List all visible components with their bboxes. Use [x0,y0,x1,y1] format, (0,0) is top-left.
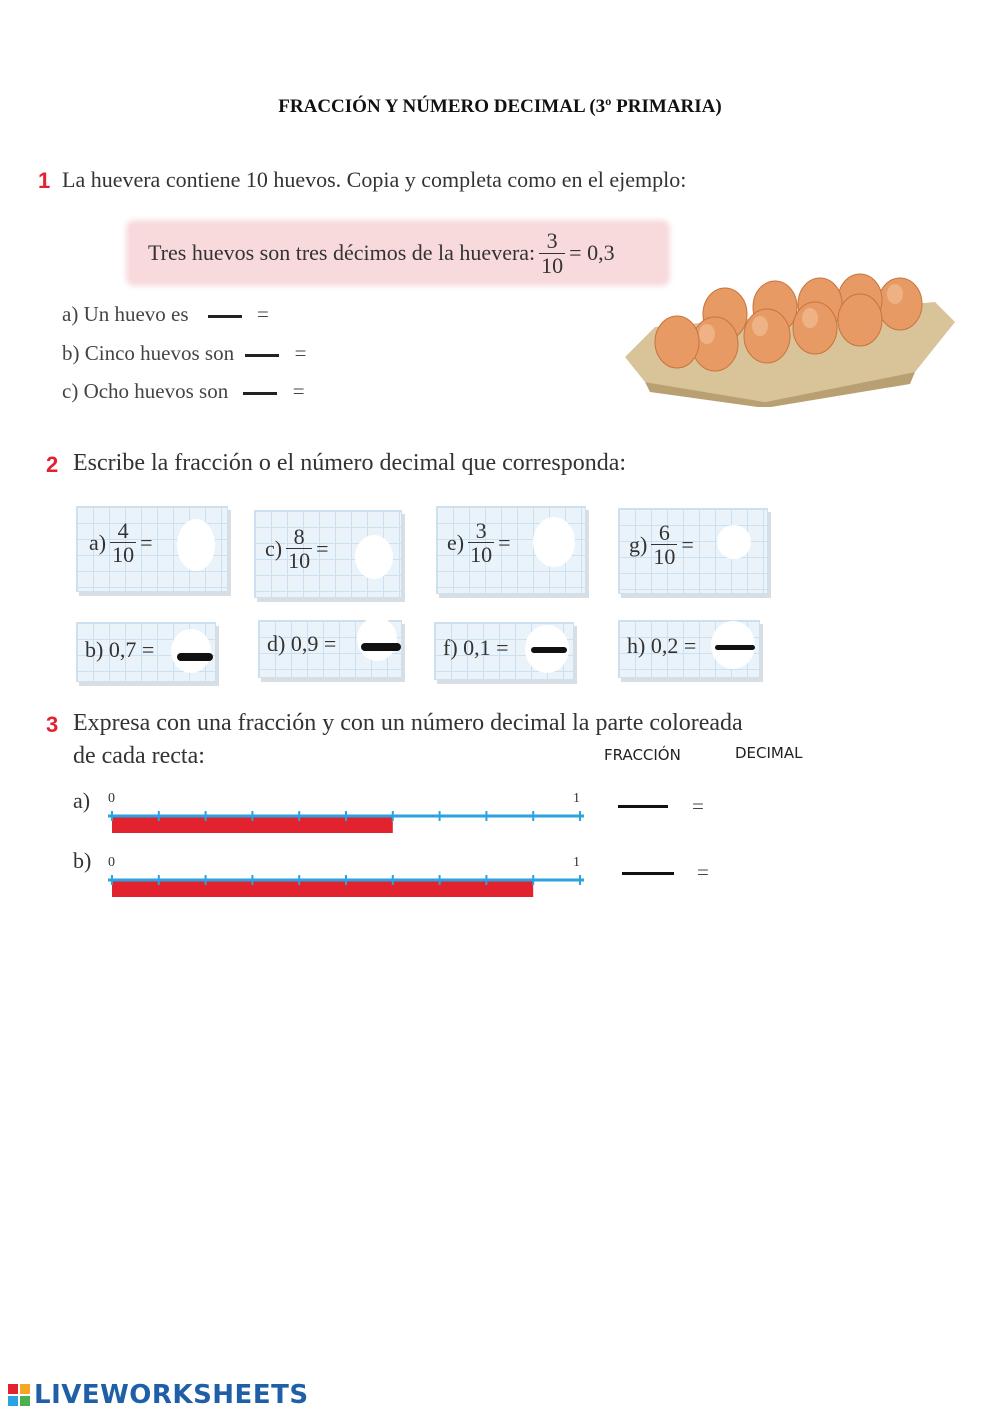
answer-line-b [177,653,213,661]
answer-blank-d[interactable] [357,617,397,661]
answer-line-h [715,645,755,650]
card-eq: = [683,633,697,658]
card-value: 0,7 [108,637,137,662]
exercise-1-number: 1 [38,168,51,193]
example-box [130,224,666,282]
card-letter: h) [627,633,646,658]
exercise-2-question: Escribe la fracción o el número decimal que corresponda: [73,450,627,476]
fraction-column-header: FRACCIÓN [604,746,681,764]
ex1-item-c-label: c) Ocho huevos son [62,379,229,403]
numline-b-eq: = [697,860,709,884]
card-letter: e) [447,529,465,555]
card-letter: b) [85,637,104,662]
numline-a [105,806,589,836]
card-eq: = [496,635,509,660]
numline-a-start: 0 [108,791,115,806]
fraction-card-c [254,510,402,598]
colored-segment [112,881,533,897]
numline-a-end: 1 [573,791,580,806]
card-denominator: 10 [470,542,493,568]
answer-blank-a[interactable] [177,519,215,571]
numline-b-fraction-blank[interactable] [622,872,674,875]
answer-line-f [531,647,567,653]
answer-blank-b[interactable] [171,629,211,673]
ex1-item-b-eq: = [294,341,307,365]
card-letter: g) [629,531,648,557]
card-letter: a) [89,529,107,555]
answer-blank-c[interactable] [355,535,393,579]
card-value: 0,9 [290,631,319,656]
card-letter: c) [265,535,283,561]
ex1-item-a-blank[interactable] [208,315,242,318]
card-eq: = [140,529,153,555]
ex1-item-a [62,302,269,327]
card-numerator: 3 [475,518,487,543]
answer-blank-g[interactable] [717,525,751,559]
numline-b-start: 0 [108,855,115,870]
exercise-1-question: La huevera contiene 10 huevos. Copia y completa como en el ejemplo: [62,167,687,192]
logo-squares-icon [8,1384,30,1406]
numline-a-eq: = [692,794,704,818]
numline-a-label: a) [73,788,91,813]
card-letter: f) [443,635,458,660]
card-eq: = [316,535,329,561]
ex1-item-c [62,379,305,404]
example-result: = 0,3 [569,240,615,265]
numline-b [105,870,589,900]
decimal-card-h [618,620,760,678]
numline-a-fraction-blank[interactable] [618,805,668,808]
card-numerator: 8 [293,524,305,549]
exercise-2-number: 2 [46,452,59,477]
example-numerator: 3 [546,228,558,254]
ex1-item-a-label: a) Un huevo es [62,302,189,326]
card-numerator: 6 [658,520,670,545]
card-eq: = [323,631,337,656]
example-denominator: 10 [541,252,564,278]
exercise-3-question-line2: de cada recta: [73,743,205,769]
card-denominator: 10 [653,544,676,570]
exercise-3-question-line1: Expresa con una fracción y con un número decimal la parte coloreada [73,710,743,736]
example-fraction [539,229,565,276]
liveworksheets-logo [8,1380,309,1410]
answer-line-d [361,643,401,651]
card-denominator: 10 [288,548,311,574]
decimal-card-f [434,622,574,680]
fraction-card-g [618,508,768,594]
decimal-card-b [76,622,216,682]
numline-b-label: b) [73,848,92,873]
card-numerator: 4 [117,518,129,543]
card-value: 0,1 [463,635,491,660]
ex1-item-a-eq: = [257,302,269,326]
card-letter: d) [267,631,286,656]
decimal-card-d [258,620,402,678]
example-text: Tres huevos son tres décimos de la huevera: [148,240,536,265]
logo-text: LIVEWORKSHEETS [34,1380,309,1410]
answer-blank-e[interactable] [533,517,575,567]
ex1-item-c-eq: = [292,379,305,403]
ex1-item-b-blank[interactable] [245,354,279,357]
ex1-item-b-label: b) Cinco huevos son [62,341,235,365]
card-denominator: 10 [112,542,135,568]
fraction-card-a [76,506,228,592]
numline-b-end: 1 [573,855,580,870]
ex1-item-c-blank[interactable] [243,392,277,395]
card-eq: = [498,529,511,555]
card-eq: = [141,637,155,662]
egg-carton-image [615,262,960,407]
card-value: 0,2 [650,633,679,658]
page-title: FRACCIÓN Y NÚMERO DECIMAL (3º PRIMARIA) [278,96,722,117]
fraction-card-e [436,506,586,594]
card-eq: = [681,531,694,557]
decimal-column-header: DECIMAL [735,744,803,762]
ex1-item-b [62,341,306,366]
exercise-3-number: 3 [46,712,59,737]
